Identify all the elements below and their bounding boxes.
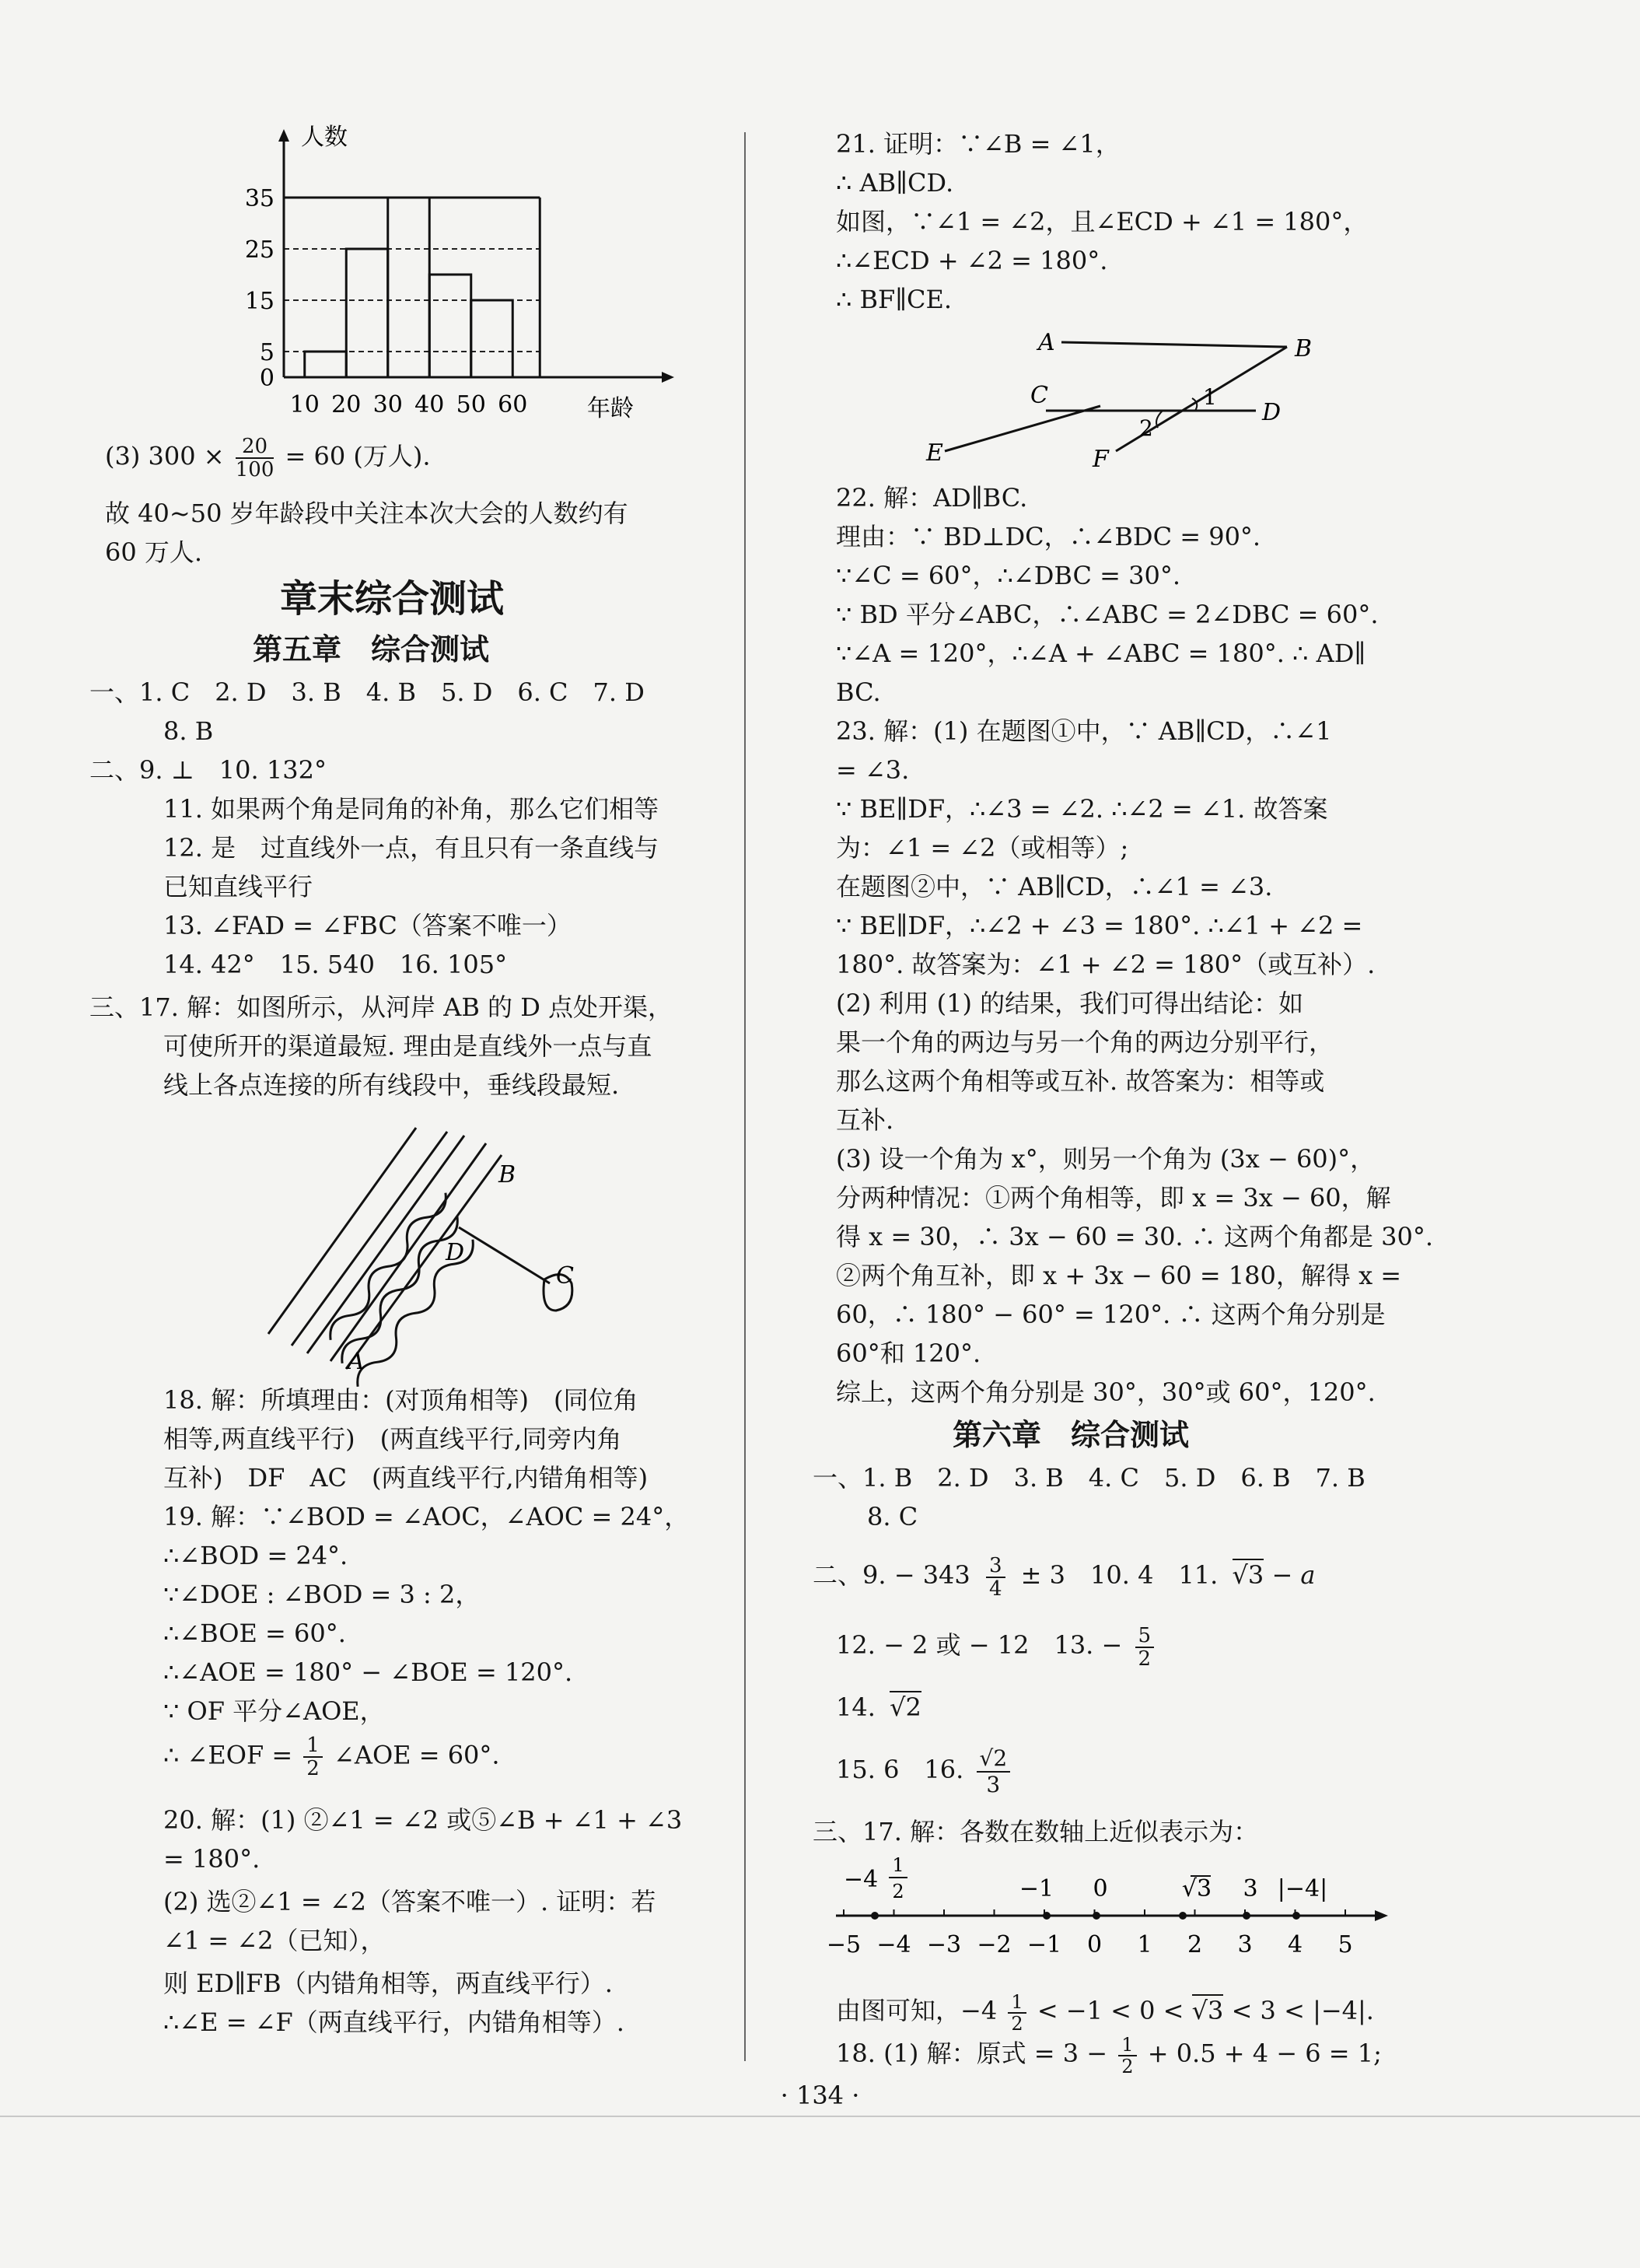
x-tick-label: 50 — [456, 391, 486, 418]
line-ab — [1061, 342, 1287, 347]
text-line: 二、9. ⊥ 10. 132° — [89, 755, 327, 785]
histogram-bar — [305, 352, 347, 377]
text-line: 20. 解：(1) ②∠1 = ∠2 或⑤∠B + ∠1 + ∠3 — [163, 1805, 683, 1835]
point-root3 — [1179, 1912, 1187, 1920]
text-line: 23. 解：(1) 在题图①中，∵ AB∥CD，∴∠1 — [836, 716, 1332, 746]
svg-text:C: C — [1030, 382, 1048, 409]
text-line: 60°和 120°. — [836, 1339, 981, 1368]
text-line: 19. 解：∵∠BOD = ∠AOC，∠AOC = 24°， — [163, 1502, 690, 1531]
text-line: 故 40~50 岁年龄段中关注本次大会的人数约有 — [105, 499, 628, 528]
svg-text:B: B — [498, 1161, 516, 1188]
point-neg-1 — [1043, 1912, 1051, 1920]
text-line: 相等,两直线平行) (两直线平行,同旁内角 — [163, 1424, 622, 1454]
text-line: (2) 选②∠1 = ∠2（答案不唯一）. 证明：若 — [163, 1887, 656, 1916]
text-line: 60 万人. — [105, 537, 203, 567]
number-line-tick-label: 4 — [1287, 1931, 1303, 1958]
number-line-tick-label: 1 — [1137, 1931, 1152, 1958]
number-line-tick-label: −4 — [876, 1931, 911, 1958]
histogram-bar — [471, 300, 513, 377]
text-line: ∵ BD 平分∠ABC，∴∠ABC = 2∠DBC = 60°. — [836, 600, 1379, 629]
text-line: ∴∠BOE = 60°. — [163, 1619, 346, 1648]
text-line: 果一个角的两边与另一个角的两边分别平行， — [836, 1027, 1334, 1057]
text-line: 21. 证明：∵∠B = ∠1， — [836, 129, 1121, 159]
text-line: 14. 42° 15. 540 16. 105° — [163, 950, 508, 979]
chapter6-title: 第六章 综合测试 — [953, 1417, 1190, 1452]
text-line: 分两种情况：①两个角相等，即 x = 3x − 60，解 — [836, 1183, 1391, 1213]
text-line: 为：∠1 = ∠2（或相等）; — [836, 833, 1129, 863]
svg-text:C: C — [556, 1262, 574, 1290]
text-line: ∴∠ECD + ∠2 = 180°. — [836, 246, 1108, 275]
text-line: ∵∠A = 120°，∴∠A + ∠ABC = 180°. ∴ AD∥ — [836, 639, 1366, 668]
parallel-lines-figure — [883, 319, 1318, 482]
text-line: BC. — [836, 677, 881, 707]
text-line: 三、17. 解：各数在数轴上近似表示为： — [813, 1817, 1259, 1846]
text-line-fractions: 15. 6 16. $\frac{√2}{3}$ — [836, 1738, 1015, 1801]
text-line: (2) 利用 (1) 的结果，我们可得出结论：如 — [836, 989, 1304, 1018]
text-line: 8. C — [867, 1502, 918, 1531]
number-line-tick-label: 3 — [1237, 1931, 1253, 1958]
y-tick-label: 35 — [244, 185, 274, 212]
histogram-bar — [346, 249, 388, 377]
text-line: 60，∴ 180° − 60° = 120°. ∴ 这两个角分别是 — [836, 1300, 1386, 1329]
text-line: 综上，这两个角分别是 30°，30°或 60°，120°. — [836, 1377, 1376, 1407]
text-line: 可使所开的渠道最短. 理由是直线外一点与直 — [163, 1031, 652, 1061]
text-line: 理由：∵ BD⊥DC，∴∠BDC = 90°. — [836, 522, 1261, 551]
text-line-fractions: 12. − 2 或 − 12 13. − $\frac{5}{2}$ — [836, 1618, 1159, 1672]
footer-divider — [0, 2116, 1640, 2117]
text-line-fractions: 18. (1) 解：原式 = 3 − $\frac{1}{2}$ + 0.5 + 4 − 6 = 1; — [836, 2033, 1382, 2077]
svg-text:√3: √3 — [1181, 1875, 1212, 1902]
text-line: 一、1. C 2. D 3. B 4. B 5. D 6. C 7. D — [89, 677, 645, 707]
svg-text:|−4|: |−4| — [1277, 1875, 1328, 1902]
text-line: 三、17. 解：如图所示，从河岸 AB 的 D 点处开渠， — [89, 992, 673, 1022]
text-line: ∵∠C = 60°，∴∠DBC = 30°. — [836, 561, 1181, 590]
x-axis-label: 年龄 — [587, 395, 634, 422]
x-axis-arrow — [662, 372, 674, 383]
svg-text:0: 0 — [1093, 1875, 1108, 1902]
column-divider — [744, 132, 746, 2061]
x-tick-label: 60 — [498, 391, 528, 418]
fraction-denominator: 100 — [235, 458, 274, 481]
x-tick-label: 20 — [331, 391, 362, 418]
text-line: 12. 是 过直线外一点，有且只有一条直线与 — [163, 833, 659, 863]
y-axis-label: 人数 — [301, 124, 348, 151]
svg-text:A: A — [348, 1348, 365, 1375]
point-neg-4-half — [871, 1912, 879, 1920]
svg-text:1: 1 — [892, 1854, 904, 1876]
x-tick-label: 40 — [414, 391, 445, 418]
text-line: 一、1. B 2. D 3. B 4. C 5. D 6. B 7. B — [813, 1463, 1366, 1493]
text-line: = ∠3. — [836, 755, 910, 785]
age-histogram — [105, 117, 743, 428]
text-line: 得 x = 30，∴ 3x − 60 = 30. ∴ 这两个角都是 30°. — [836, 1222, 1434, 1251]
number-line-tick-label: 2 — [1187, 1931, 1203, 1958]
svg-text:A: A — [1038, 329, 1055, 356]
text-line: ∴∠E = ∠F（两直线平行，内错角相等）. — [163, 2007, 624, 2037]
histogram-bar — [388, 198, 430, 377]
svg-text:E: E — [926, 439, 943, 467]
number-line-tick-label: −2 — [977, 1931, 1012, 1958]
number-line — [826, 1851, 1474, 1976]
y-axis-arrow — [278, 129, 289, 142]
text-line: ∵∠DOE : ∠BOD = 3 : 2， — [163, 1580, 481, 1609]
chapter5-title: 第五章 综合测试 — [253, 632, 490, 667]
svg-text:D: D — [1262, 399, 1282, 426]
section-title: 章末综合测试 — [280, 577, 505, 621]
text-line: 互补. — [836, 1105, 894, 1135]
text-line: (3) 设一个角为 x°，则另一个角为 (3x − 60)°， — [836, 1144, 1376, 1174]
number-line-tick-label: 5 — [1338, 1931, 1353, 1958]
fraction-numerator: 20 — [236, 436, 274, 459]
text-line: ∴ AB∥CD. — [836, 168, 954, 198]
text-line: ∵ OF 平分∠AOE， — [163, 1696, 385, 1726]
text-line: 已知直线平行 — [163, 872, 313, 901]
point-0 — [1093, 1912, 1100, 1920]
svg-text:1: 1 — [1203, 384, 1217, 410]
svg-text:B: B — [1295, 335, 1313, 362]
text-line: 则 ED∥FB（内错角相等，两直线平行）. — [163, 1969, 613, 1998]
text-line: 11. 如果两个角是同角的补角，那么它们相等 — [163, 794, 659, 824]
fraction-line: ∴ ∠EOF = $\frac{1}{2}$ ∠AOE = 60°. — [163, 1734, 500, 1780]
svg-text:−4: −4 — [844, 1866, 879, 1893]
number-line-tick-label: 0 — [1086, 1931, 1103, 1958]
number-line-tick-label: −5 — [826, 1931, 862, 1958]
text-line: 互补) DF AC (两直线平行,内错角相等) — [163, 1463, 649, 1493]
svg-text:−1: −1 — [1019, 1875, 1054, 1902]
histogram-bar — [429, 275, 471, 377]
text-line: ∴ BF∥CE. — [836, 285, 953, 314]
text-line: 13. ∠FAD = ∠FBC（答案不唯一） — [163, 911, 572, 940]
svg-text:D: D — [446, 1239, 465, 1266]
x-tick-label: 10 — [289, 391, 320, 418]
text-line: 22. 解：AD∥BC. — [836, 483, 1028, 513]
text-line: 如图，∵∠1 = ∠2，且∠ECD + ∠1 = 180°， — [836, 207, 1369, 236]
text-line: ∴∠BOD = 24°. — [163, 1541, 348, 1570]
text-line: 180°. 故答案为：∠1 + ∠2 = 180°（或互补）. — [836, 950, 1376, 979]
text-line: ②两个角互补，即 x + 3x − 60 = 180，解得 x = — [836, 1261, 1402, 1290]
text-line: 那么这两个角相等或互补. 故答案为：相等或 — [836, 1066, 1325, 1096]
svg-text:F: F — [1093, 446, 1109, 473]
text-line: = 180°. — [163, 1844, 261, 1874]
text-line: 18. 解：所填理由：(对顶角相等) (同位角 — [163, 1385, 638, 1415]
text-line: ∵ BE∥DF，∴∠3 = ∠2. ∴∠2 = ∠1. 故答案 — [836, 794, 1328, 824]
text-line: ∠1 = ∠2（已知）， — [163, 1926, 386, 1955]
x-tick-label: 30 — [372, 391, 403, 418]
text-line: ∴∠AOE = 180° − ∠BOE = 120°. — [163, 1657, 573, 1687]
text-line: 在题图②中，∵ AB∥CD，∴∠1 = ∠3. — [836, 872, 1273, 901]
text-line: 线上各点连接的所有线段中，垂线段最短. — [163, 1070, 620, 1100]
line-ce — [945, 406, 1100, 451]
y-tick-label: 15 — [244, 288, 274, 315]
text-line-fractions: 二、9. − 343 $\frac{3}{4}$ ± 3 10. 4 11. √3 − a — [813, 1553, 1316, 1601]
number-line-tick-label: −3 — [926, 1931, 962, 1958]
point-3 — [1243, 1912, 1250, 1920]
y-tick-label: 25 — [244, 236, 274, 264]
river-figure — [261, 1112, 572, 1377]
text-line: 14. √2 — [836, 1692, 921, 1722]
svg-text:2: 2 — [892, 1881, 904, 1902]
svg-text:3: 3 — [1243, 1875, 1258, 1902]
number-line-tick-label: −1 — [1026, 1931, 1062, 1958]
text-line-fractions: 由图可知，−4 $\frac{1}{2}$ < −1 < 0 < √3 < 3 < |−4|. — [836, 1990, 1374, 2035]
page-number: · 134 · — [780, 2081, 860, 2110]
text-line: 8. B — [163, 716, 214, 746]
histogram-grid — [284, 198, 540, 377]
text-line: ∵ BE∥DF，∴∠2 + ∠3 = 180°. ∴∠1 + ∠2 = — [836, 911, 1363, 940]
y-tick-label: 5 — [259, 339, 274, 366]
answer-3-line: (3) 300 × $\frac{20}{100}$ = 60 (万人). — [105, 435, 431, 481]
svg-text:2: 2 — [1139, 415, 1153, 441]
point-abs-neg4 — [1292, 1912, 1300, 1920]
canal-dc — [459, 1227, 550, 1283]
y-tick-label: 0 — [259, 365, 274, 392]
